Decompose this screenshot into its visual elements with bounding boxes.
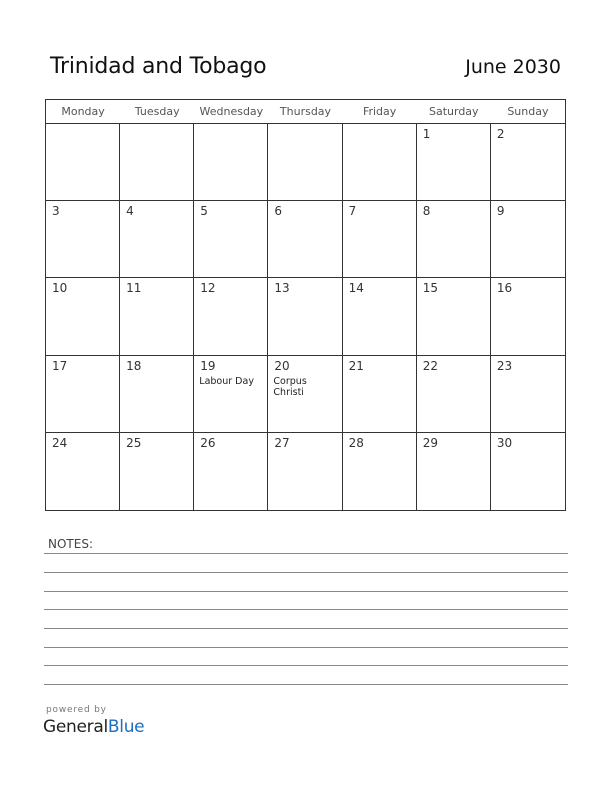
calendar-day-cell	[268, 201, 342, 277]
day-number: 9	[496, 204, 505, 219]
generalblue-logo[interactable]	[43, 717, 144, 737]
calendar-week-row	[46, 124, 565, 201]
day-number: 2	[496, 127, 505, 141]
calendar-day-cell	[343, 356, 417, 432]
day-number: 29	[422, 435, 438, 450]
day-number: 8	[422, 204, 431, 219]
day-number: 20	[274, 358, 290, 373]
notes-label: NOTES:	[48, 537, 93, 551]
calendar-day-cell	[343, 124, 417, 200]
weekday-header-row	[46, 100, 565, 124]
calendar-day-cell	[120, 433, 194, 510]
calendar-day-cell	[268, 278, 342, 354]
calendar-day-cell	[194, 356, 268, 432]
logo-text-general: General	[43, 717, 108, 737]
calendar-day-cell	[268, 356, 342, 432]
calendar-day-cell	[491, 356, 565, 432]
notes-line	[44, 572, 568, 573]
calendar-day-cell	[417, 278, 491, 354]
calendar-day-cell	[491, 201, 565, 277]
calendar-day-cell	[343, 201, 417, 277]
notes-line	[44, 628, 568, 629]
calendar-day-cell	[120, 278, 194, 354]
weekday-label: Thursday	[279, 105, 332, 118]
notes-line	[44, 684, 568, 685]
calendar-day-cell	[46, 278, 120, 354]
notes-line	[44, 553, 568, 554]
notes-line	[44, 665, 568, 666]
day-number: 21	[348, 358, 364, 373]
calendar-day-cell	[120, 124, 194, 200]
weekday-label: Sunday	[507, 105, 549, 118]
calendar-day-cell	[46, 201, 120, 277]
day-number: 6	[274, 204, 283, 219]
calendar-day-cell	[491, 278, 565, 354]
day-number: 5	[200, 204, 208, 219]
calendar-day-cell	[46, 124, 120, 200]
calendar-day-cell	[194, 124, 268, 200]
day-number: 17	[52, 358, 68, 373]
calendar-day-cell	[194, 278, 268, 354]
day-number: 15	[422, 281, 438, 296]
calendar-day-cell	[194, 433, 268, 510]
day-number: 3	[52, 204, 60, 219]
holiday-label: Corpus Christi	[273, 375, 307, 398]
day-number: 24	[52, 435, 68, 450]
notes-line	[44, 591, 568, 592]
day-number: 19	[200, 358, 216, 373]
powered-by-text: powered by	[46, 705, 107, 715]
calendar-day-cell	[343, 278, 417, 354]
day-number: 18	[126, 358, 142, 373]
logo-text-blue: Blue	[107, 717, 145, 737]
day-number: 1	[422, 127, 431, 141]
weekday-label: Monday	[61, 105, 105, 118]
calendar-day-cell	[46, 433, 120, 510]
calendar-week-row	[46, 433, 565, 510]
calendar-day-cell	[194, 201, 268, 277]
calendar-week-row	[46, 356, 565, 433]
calendar-week-row	[46, 278, 565, 355]
day-number: 11	[126, 281, 142, 296]
day-number: 23	[496, 358, 513, 373]
day-number: 28	[348, 435, 364, 450]
weekday-label: Tuesday	[134, 105, 180, 118]
holiday-label: Labour Day	[199, 375, 254, 387]
notes-line	[44, 609, 568, 610]
notes-line	[44, 647, 568, 648]
day-number: 26	[200, 435, 216, 450]
calendar-day-cell	[120, 356, 194, 432]
day-number: 14	[348, 281, 364, 296]
calendar-day-cell	[120, 201, 194, 277]
weekday-label: Wednesday	[199, 105, 264, 118]
calendar-grid	[45, 99, 566, 511]
calendar-day-cell	[417, 124, 491, 200]
calendar-day-cell	[268, 124, 342, 200]
day-number: 13	[274, 281, 290, 296]
calendar-day-cell	[343, 433, 417, 510]
day-number: 10	[52, 281, 68, 296]
calendar-day-cell	[417, 433, 491, 510]
weekday-label: Friday	[362, 105, 397, 118]
calendar-weeks	[46, 124, 565, 510]
day-number: 22	[422, 358, 438, 373]
weekday-label: Saturday	[428, 105, 479, 118]
day-number: 27	[274, 435, 290, 450]
day-number: 12	[200, 281, 216, 296]
day-number: 30	[496, 435, 513, 450]
calendar-country-title: Trinidad and Tobago	[50, 54, 267, 79]
calendar-day-cell	[417, 356, 491, 432]
calendar-week-row	[46, 201, 565, 278]
calendar-day-cell	[417, 201, 491, 277]
calendar-day-cell	[491, 433, 565, 510]
day-number: 7	[348, 204, 357, 219]
day-number: 16	[496, 281, 513, 296]
day-number: 4	[126, 204, 134, 219]
calendar-day-cell	[268, 433, 342, 510]
calendar-day-cell	[46, 356, 120, 432]
calendar-day-cell	[491, 124, 565, 200]
day-number: 25	[126, 435, 142, 450]
calendar-month-title: June 2030	[465, 56, 561, 78]
